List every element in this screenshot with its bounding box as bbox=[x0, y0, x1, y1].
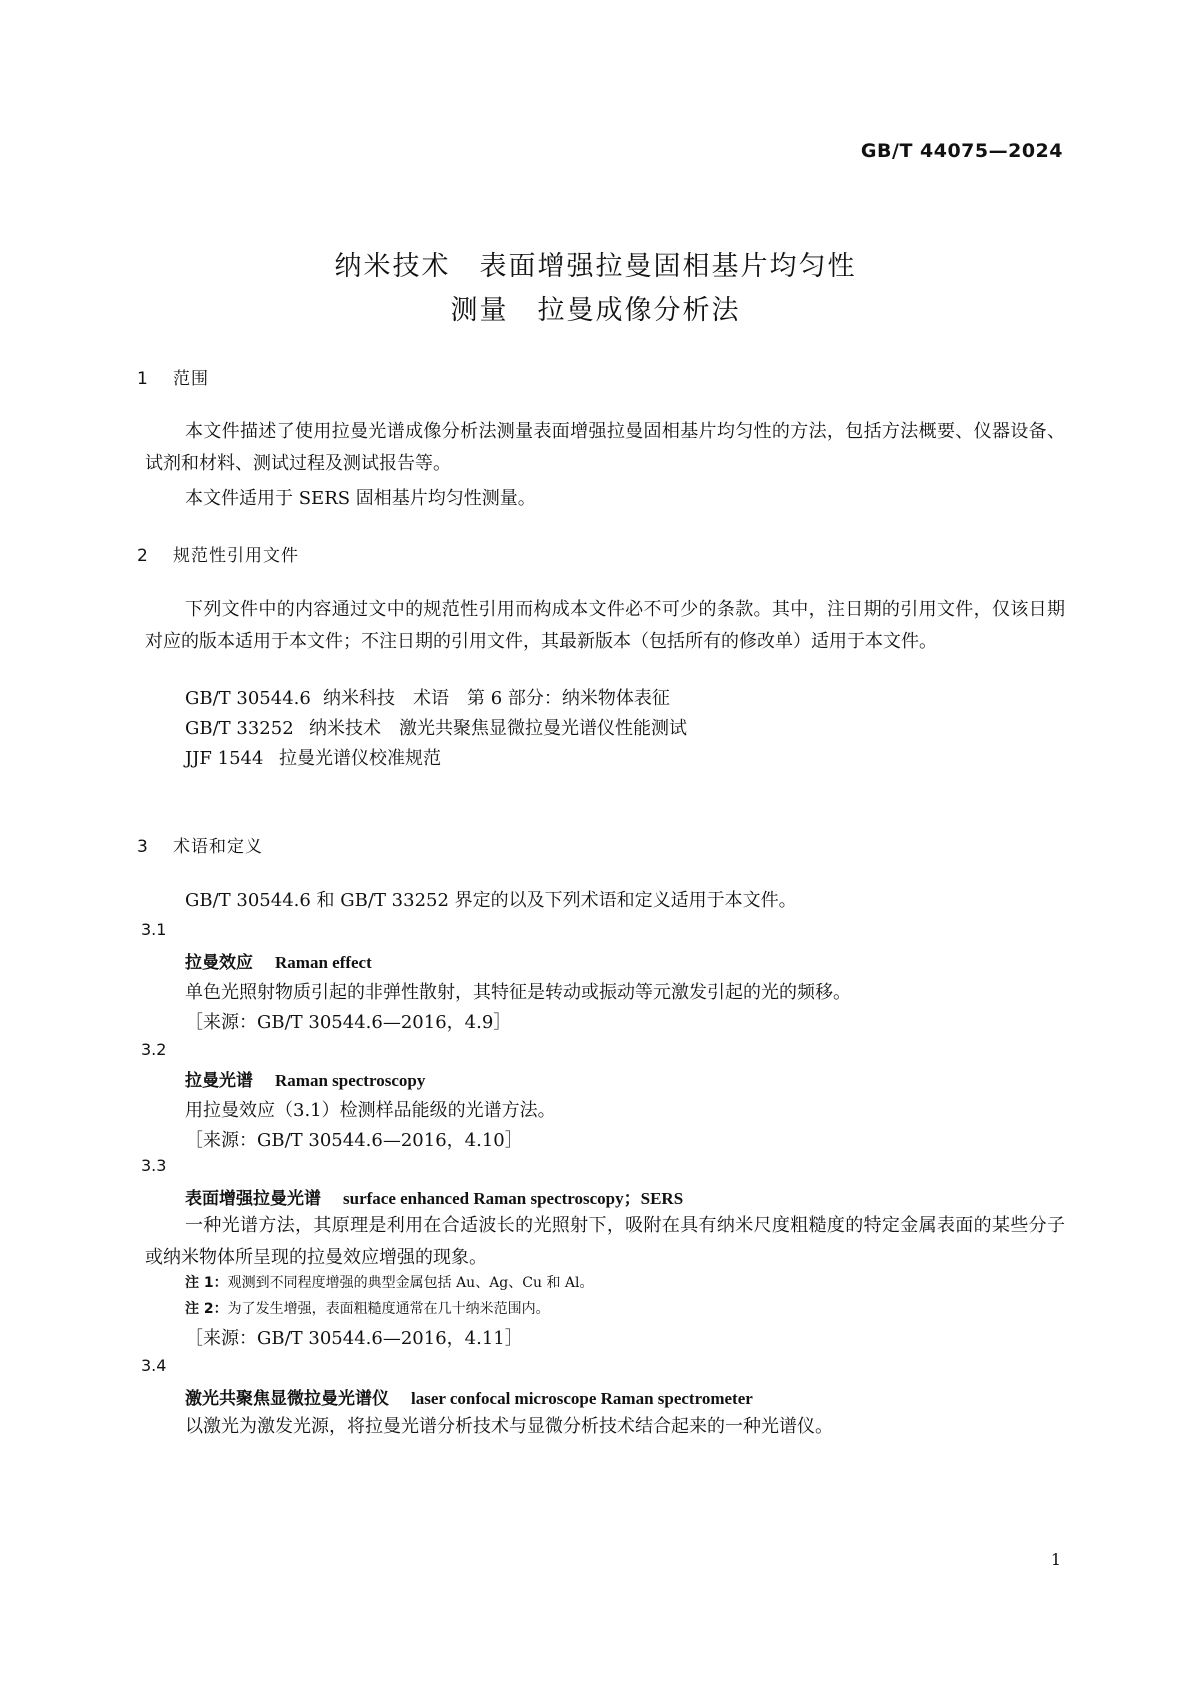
term-source: ［来源：GB/T 30544.6—2016，4.11］ bbox=[185, 1328, 523, 1349]
reference-title: 纳米科技 术语 第 6 部分：纳米物体表征 bbox=[323, 688, 670, 709]
term-english: Raman effect bbox=[275, 953, 372, 972]
term-english: surface enhanced Raman spectroscopy；SERS bbox=[343, 1189, 684, 1208]
section-title: 规范性引用文件 bbox=[173, 546, 299, 566]
term-entry bbox=[185, 1384, 753, 1409]
clause-number: 3.3 bbox=[141, 1156, 167, 1175]
standard-code: GB/T 44075—2024 bbox=[860, 140, 1063, 162]
term-note bbox=[185, 1298, 550, 1318]
term-source: ［来源：GB/T 30544.6—2016，4.9］ bbox=[185, 1012, 512, 1033]
term-chinese: 拉曼效应 bbox=[185, 953, 253, 973]
reference-title: 纳米技术 激光共聚焦显微拉曼光谱仪性能测试 bbox=[309, 718, 687, 739]
section-title: 范围 bbox=[173, 369, 209, 389]
page-number: 1 bbox=[1050, 1550, 1061, 1569]
note-text: 为了发生增强，表面粗糙度通常在几十纳米范围内。 bbox=[227, 1301, 550, 1317]
scope-paragraph-1: 本文件描述了使用拉曼光谱成像分析法测量表面增强拉曼固相基片均匀性的方法，包括方法概要、仪器设备、试剂和材料、测试过程及测试报告等。 bbox=[145, 421, 1065, 474]
scope-paragraph-2: 本文件适用于 SERS 固相基片均匀性测量。 bbox=[185, 488, 536, 509]
reference-item bbox=[185, 714, 687, 740]
term-english: Raman spectroscopy bbox=[275, 1071, 426, 1090]
term-english: laser confocal microscope Raman spectrometer bbox=[411, 1389, 753, 1408]
note-label: 注 1： bbox=[185, 1275, 228, 1291]
note-text: 观测到不同程度增强的典型金属包括 Au、Ag、Cu 和 Al。 bbox=[227, 1275, 594, 1291]
reference-title: 拉曼光谱仪校准规范 bbox=[279, 748, 441, 769]
reference-item bbox=[185, 744, 441, 770]
terms-intro: GB/T 30544.6 和 GB/T 33252 界定的以及下列术语和定义适用于本文件。 bbox=[185, 890, 797, 911]
term-chinese: 激光共聚焦显微拉曼光谱仪 bbox=[185, 1389, 389, 1409]
section-2-heading bbox=[137, 541, 299, 566]
section-1-heading bbox=[137, 364, 209, 389]
section-number: 3 bbox=[137, 837, 149, 857]
term-entry bbox=[185, 1184, 683, 1209]
term-note bbox=[185, 1272, 594, 1292]
clause-number: 3.1 bbox=[141, 920, 167, 939]
term-chinese: 表面增强拉曼光谱 bbox=[185, 1189, 321, 1209]
term-entry bbox=[185, 948, 372, 973]
section-number: 1 bbox=[137, 369, 149, 389]
reference-code: JJF 1544 bbox=[185, 748, 264, 769]
term-entry bbox=[185, 1066, 425, 1091]
term-definition: 一种光谱方法，其原理是利用在合适波长的光照射下，吸附在具有纳米尺度粗糙度的特定金属表面的某些分子或纳米物体所呈现的拉曼效应增强的现象。 bbox=[145, 1215, 1065, 1268]
term-chinese: 拉曼光谱 bbox=[185, 1071, 253, 1091]
section-3-heading bbox=[137, 832, 263, 857]
document-title-line-1: 纳米技术 表面增强拉曼固相基片均匀性 bbox=[334, 251, 857, 282]
note-label: 注 2： bbox=[185, 1301, 228, 1317]
section-title: 术语和定义 bbox=[173, 837, 263, 857]
term-definition: 单色光照射物质引起的非弹性散射，其特征是转动或振动等元激发引起的光的频移。 bbox=[185, 982, 851, 1003]
reference-code: GB/T 30544.6 bbox=[185, 688, 311, 709]
section-number: 2 bbox=[137, 546, 149, 566]
term-definition: 用拉曼效应（3.1）检测样品能级的光谱方法。 bbox=[185, 1100, 556, 1121]
normative-references-paragraph: 下列文件中的内容通过文中的规范性引用而构成本文件必不可少的条款。其中，注日期的引用文件，仅该日期对应的版本适用于本文件；不注日期的引用文件，其最新版本（包括所有的修改单）适用于本文件。 bbox=[145, 599, 1065, 652]
document-title-line-2: 测量 拉曼成像分析法 bbox=[450, 295, 741, 326]
term-source: ［来源：GB/T 30544.6—2016，4.10］ bbox=[185, 1130, 523, 1151]
reference-code: GB/T 33252 bbox=[185, 718, 294, 739]
clause-number: 3.2 bbox=[141, 1040, 167, 1059]
clause-number: 3.4 bbox=[141, 1356, 167, 1375]
reference-item bbox=[185, 684, 670, 710]
term-definition: 以激光为激发光源，将拉曼光谱分析技术与显微分析技术结合起来的一种光谱仪。 bbox=[185, 1416, 833, 1437]
